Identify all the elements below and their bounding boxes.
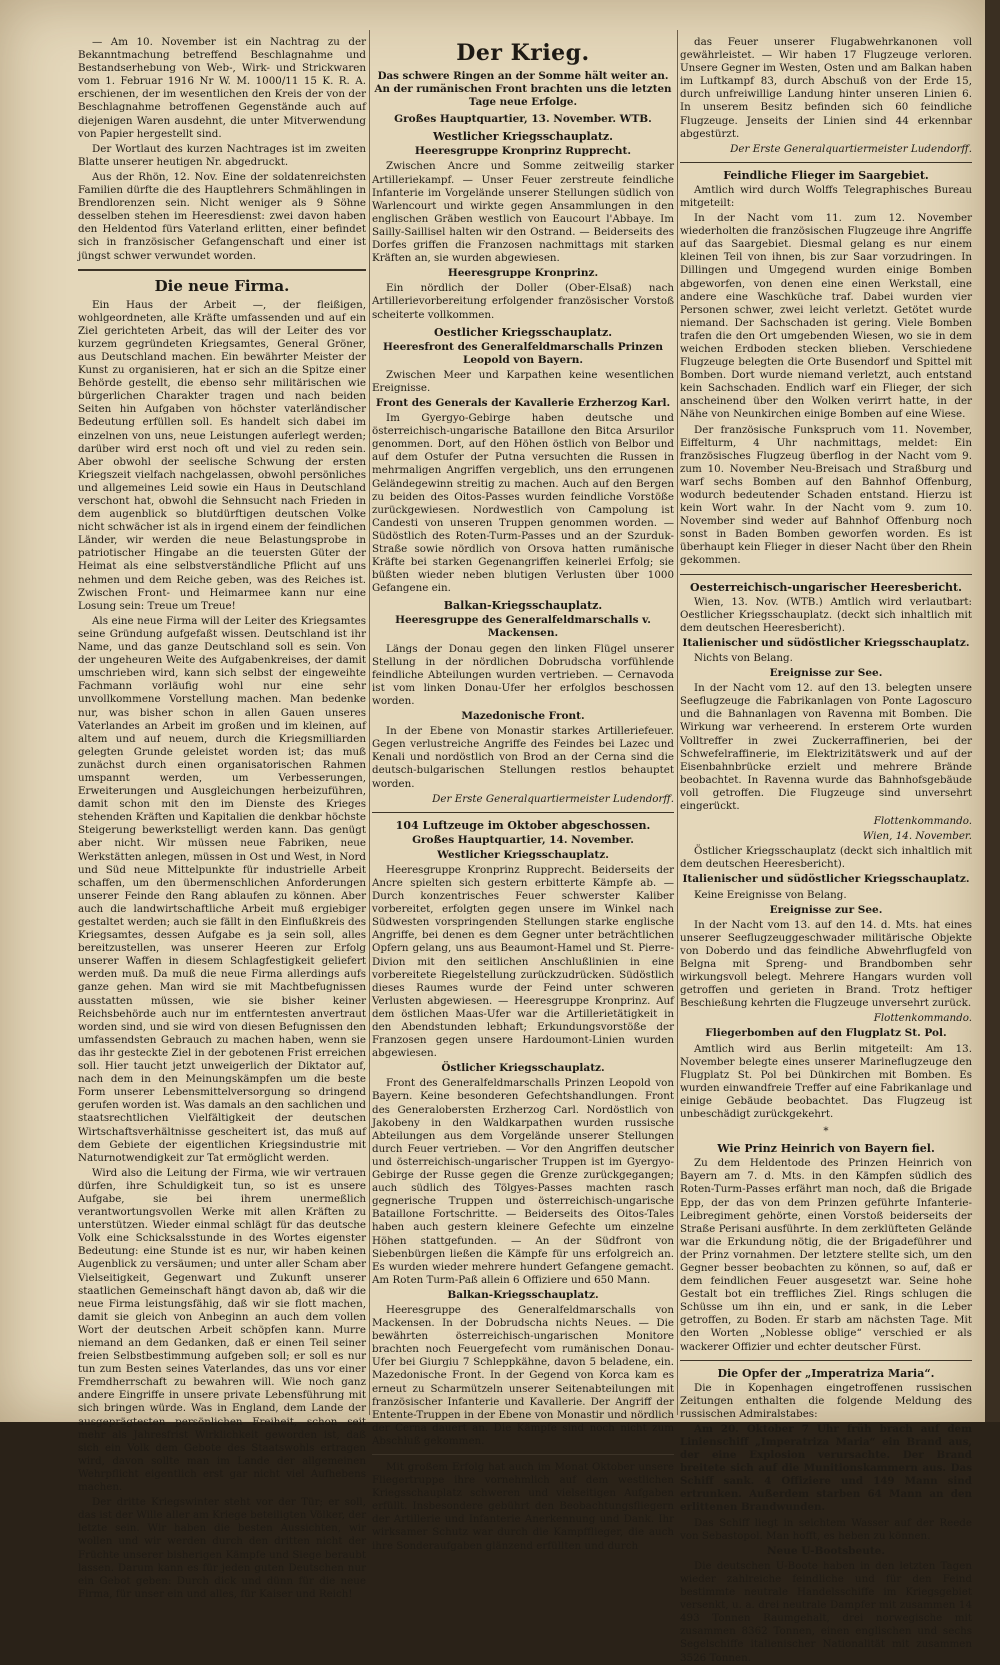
report-paragraph: In der Nacht vom 11. zum 12. November wiederholten die französischen Flugzeuge ihre Angriffe auf das Saargebiet. Diesmal gelang es nur einem kleinen Teil von ihnen, bis zur Saar vorzudringen. In Dillingen und Umgegend wurden einige Bomben abgeworfen, von denen eine einen Werkstall, eine andere eine Waschküche traf. Dabei wurden vier Personen schwer, zwei leicht verletzt. Getötet wurde niemand. Der Sachschaden ist gering. Viele Bomben trafen die den Ort umgebenden Wiesen, wo sie in dem weichen Erdboden stecken blieben. Verschiedene Flugzeuge belegten die Orte Busendorf und Spittel mit Bomben. Dort wurde niemand verletzt, auch entstand kein Sachschaden. Endlich warf ein Flieger, der sich anscheinend über den Wolken verirrt hatte, in der Nähe von Neunkirchen einige Bomben auf eine Wiese. [680, 212, 972, 421]
separator-star: * [823, 1125, 829, 1138]
article-paragraph-3: Wird also die Leitung der Firma, wie wir vertrauen dürfen, ihre Schuldigkeit tun, so ist es unsere Aufgabe, sie bei ihrem unermeßlich verantwortungsvollen Werke mit allen Kräften zu unterstützen. Wieder einmal schlägt für das deutsche Volk eine Schicksalsstunde in des Wortes eigenster Bedeutung: eine Stunde ist es nur, wir haben keinen Augenblick zu versäumen; und unter aller Scham aber Vielseitigkeit, Gegenwart und Zukunft unserer staatlichen Gemeinschaft hängt davon ab, daß wir die neue Firma leistungsfähig, daß wir sie flott machen, damit sie gleich von Anbeginn an auch dem vollen Wort der deutschen Arbeit schöpfen kann. Murre niemand an dem Gedanken, daß er einen Teil seiner freien Selbstbestimmung aufgeben soll; er soll es nur tun zum Besten seines Vaterlandes, das uns vor einer Fremdherrschaft zu bewahren will. Wie noch ganz andere Eingriffe in unsere private Lebensführung mit sich bringen würde. Was in England, dem Lande der ausgeprägtesten persönlichen Freiheit, schon seit mehr als Jahresfrist Wirklichkeit geworden ist, daß sich ein Volk dem Gebote des Staatswohls ertragen wird, davon sollte man im Lande der allgemeinen Wehrpflicht eigentlich erst gar nicht viel Aufhebens machen. [78, 1166, 366, 1494]
report-paragraph: Das Schiff liegt in seichtem Wasser auf der Reede von Sebastopol. Man hofft, es heben zu können. [680, 1516, 972, 1542]
report-paragraph: Front des Generalfeldmarschalls Prinzen Leopold von Bayern. Keine besonderen Gefechtshandlungen. Front des Generalobersten Erzherzog Carl. Nordöstlich von Jakobeny in den Waldkarpathen wurden russische Abteilungen aus dem Vorgelände unserer Stellungen durch Feuer vertrieben. — Vor den Angriffen deutscher und österreichisch-ungarischer Truppen ist im Gyergyo-Gebirge der Russe gegen die Grenze zurückgegangen; auch südlich des Tölgyes-Passes machten rasch gegnerische Truppen und österreichisch-ungarische Bataillone Fortschritte. — Beiderseits des Oitos-Tales haben auch gestern kleinere Gefechte um einzelne Höhen stattgefunden. — An der Südfront von Siebenbürgen ließen die Kämpfe für uns erfolgreich an. Es wurden wieder mehrere hundert Gefangene gemacht. Am Roten Turm-Paß allein 6 Offiziere und 650 Mann. [372, 1077, 674, 1286]
column-rule-right [677, 30, 678, 1415]
report-paragraph: Der französische Funkspruch vom 11. November, Eiffelturm, 4 Uhr nachmittags, meldet: Ein französisches Flugzeug überflog in der Nacht vom 9. zum 10. November Neu-Breisach und Straßburg und warf sechs Bomben auf den Bahnhof Offenburg, wodurch bedeutender Schaden entstand. Hierzu ist kein Wort wahr. In der Nacht vom 9. zum 10. November sind weder auf Bahnhof Offenburg noch sonst in Baden Bomben geworfen worden. Es ist überhaupt kein Flieger in dieser Nacht über den Rhein gekommen. [680, 423, 972, 567]
report-paragraph: Östlicher Kriegsschauplatz (deckt sich inhaltlich mit dem deutschen Heeresbericht). [680, 845, 972, 871]
subheading-kronprinz: Heeresgruppe Kronprinz. [447, 267, 599, 280]
dateline-wien: Wien, 14. November. [862, 830, 972, 843]
report-paragraph: Amtlich wird aus Berlin mitgeteilt: Am 13. November belegte eines unserer Marineflugzeuge den Flugplatz St. Pol bei Dünkirchen mit Bomben. Es wurden einwandfreie Treffer auf eine Fabrikanlage und einige Gebäude beobachtet. Das Flugzeug ist unbeschädigt zurückgekehrt. [680, 1042, 972, 1121]
report-dateline: Großes Hauptquartier, 14. November. [412, 833, 634, 846]
column-3 [680, 36, 972, 1664]
article-paragraph-1: Ein Haus der Arbeit —, der fleißigen, wohlgeordneten, alle Kräfte umfassenden und auf ein Ziel gerichteten Arbeit, das will der Leiter des vor kurzem gegründeten Kriegsamtes, General Gröner, aus Deutschland machen. Ein bewährter Meister der Kunst zu organisieren, hat er sich an die Spitze einer Behörde gestellt, die ebenso sehr militärischen wie bürgerlichen Charakter tragen und nach beiden Seiten hin Aufgaben von höchster vaterländischer Bedeutung erfüllen soll. Es handelt sich dabei im einzelnen von uns, neue Leistungen auferlegt werden; darüber wird erst noch oft und viel zu reden sein. Aber obwohl der seelische Schwung der ersten Kriegszeit vielfach nachgelassen, obwohl persönliches und allgemeines Leid sowie ein Haus in Deutschland verschont hat, obwohl die Sehnsucht nach Frieden in dem augenblick so blutdürftigen deutschen Volke nicht schwächer ist als in irgend einem der feindlichen Länder, wir werden die neue Belastungsprobe in patriotischer Hingabe an die teuersten Güter der Heimat als eine selbstverständliche Pflicht auf uns nehmen und dem Reiche geben, was des Reiches ist. Zwischen Front- und Heimarmee kann nur eine Losung sein: Treue um Treue! [78, 298, 366, 612]
report-paragraph-bold: Am 20. Oktober 7 Uhr früh brach auf dem Linienschiff „Imperatriza Maria“ ein Brand aus, der eine Explosion verursachte. Der Brand breitete sich auf die Munitionskammern aus. Das Schiff sank. 4 Offiziere und 149 Mann sind ertrunken. Außerdem starben 64 Mann an den erlittenen Brandwunden. [680, 1422, 972, 1514]
section-divider [372, 1454, 674, 1455]
report-paragraph: Ein nördlich der Doller (Ober-Elsaß) nach Artillerievorbereitung erfolgender französischer Vorstoß scheiterte vollkommen. [372, 282, 674, 321]
report-paragraph: Wien, 13. Nov. (WTB.) Amtlich wird verlautbart: Oestlicher Kriegsschauplatz. (deckt sich inhaltlich mit dem deutschen Heeresbericht). [680, 595, 972, 634]
column-rule-left [369, 30, 370, 1415]
section-divider [680, 1360, 972, 1361]
report-paragraph: Nichts von Belang. [694, 651, 793, 664]
report-paragraph: Heeresgruppe Kronprinz Rupprecht. Beiderseits der Ancre spielten sich gestern erbitterte Kämpfe ab. — Durch konzentrisches Feuer schwerster Kaliber vorbereitet, erfolgten gegen unsere im Winkel nach Südwesten vorspringenden Stellungen starke englische Angriffe, bei denen es dem Gegner unter beträchtlichen Opfern gelang, uns aus Beaumont-Hamel und St. Pierre-Divion mit den seitlichen Anschlußlinien in eine vorbereitete Riegelstellung zurückzudrücken. Südöstlich dieses Raumes wurde der Feind unter schweren Verlusten abgewiesen. — Heeresgruppe Kronprinz. Auf dem östlichen Maas-Ufer war die Artillerietätigkeit in den Abendstunden lebhaft; Erkundungsvorstöße der Franzosen gegen unsere Hardoumont-Linien wurden abgewiesen. [372, 863, 674, 1060]
article-heading-der-krieg: Der Krieg. [456, 40, 590, 66]
report-paragraph: Heeresgruppe des Generalfeldmarschalls von Mackensen. In der Dobrudscha nichts Neues. — Die bewährten österreichisch-ungarischen Monitore brachten noch Feuergefecht vom rumänischen Donau-Ufer bei Giurgiu 7 Schleppkähne, davon 5 beladene, ein. Mazedonische Front. In der Gegend von Korca kam es erneut zu Scharmützeln unserer Seitenabteilungen mit französischer Infanterie und Kavallerie. Der Angriff der Entente-Truppen in der Ebene von Monastir und nördlich der Cerna dauert an. Die Kämpfe sind noch nicht zum Abschluß gekommen. [372, 1303, 674, 1447]
subheading-balkan-2: Balkan-Kriegsschauplatz. [447, 1288, 599, 1301]
heading-oesterreich-bericht: Oesterreichisch-ungarischer Heeresbericht. [690, 580, 962, 594]
signature-flottenkommando-2: Flottenkommando. [873, 1012, 972, 1025]
report-paragraph: Keine Ereignisse von Belang. [694, 888, 847, 901]
article-lead: Das schwere Ringen an der Somme hält weiter an. An der rumänischen Front brachten uns die letzten Tage neue Erfolge. [374, 70, 672, 109]
subheading-italien: Italienischer und südöstlicher Kriegsschauplatz. [682, 636, 970, 649]
rhoen-paragraph: Aus der Rhön, 12. Nov. Eine der soldatenreichsten Familien dürfte die des Hauptlehrers Schmählingen in Brendlorenzen sein. Nicht weniger als 9 Söhne desselben stehen im Heeresdienst: zwei davon haben den Heldentod fürs Vaterland erlitten, einer befindet sich in französischer Gefangenschaft und einer ist jüngst schwer verwundet worden. [78, 170, 366, 262]
report-paragraph: Die deutschen U-Boote haben in den letzten Tagen wieder zahlreiche feindliche und für den Feind bestimmte neutrale Handelsschiffe im Kriegsgebiet versenkt, u. a. drei neutrale Dampfer mit zusammen 14 493 Tonnen Raumgehalt, drei norwegische mit zusammen 8362 Tonnen, einen englischen und sechs Segelschiffe italienischer Nationalität mit zusammen 3526 Tonnen. [680, 1559, 972, 1664]
column-2 [372, 36, 674, 1552]
subheading-leopold: Heeresfront des Generalfeldmarschalls Prinzen Leopold von Bayern. [382, 340, 664, 366]
report-dateline: Großes Hauptquartier, 13. November. WTB. [394, 113, 652, 126]
subheading-italien-2: Italienischer und südöstlicher Kriegsschauplatz. [682, 873, 970, 886]
signature-ludendorff: Der Erste Generalquartiermeister Ludendorff. [432, 792, 674, 805]
report-paragraph: In der Nacht vom 12. auf den 13. belegten unsere Seeflugzeuge die Fabrikanlagen von Ponte Lagoscuro und die Bahnanlagen von Ravenna mit Bomben. Die Wirkung war verheerend. In ersterem Orte wurden Volltreffer in zwei Zuckerraffinerien, bei der Schwefelraffinerie, im Elektrizitätswerk und auf der Eisenbahnbrücke erzielt und mehrere Brände beobachtet. In Ravenna wurde das Bahnhofsgebäude voll getroffen. Die Flugzeuge sind unversehrt eingerückt. [680, 682, 972, 812]
subheading-west-2: Westlicher Kriegsschauplatz. [437, 848, 609, 861]
report-paragraph: Mit großem Erfolg hat auch im Monat Oktober unsere Fliegertruppe ihre vornehmlich auf dem westlichen Kriegsschauplatz schweren und vielseitigen Aufgaben erfüllt. Insbesondere gebührt den Beobachtungsfliegern der Artillerie und Infanterie Anerkennung und Dank. Ihr wirksamer Schutz war durch die Kampfflieger, die auch ihre Sonderaufgaben glänzend erfüllten und durch [372, 1461, 674, 1552]
notice-paragraph: — Am 10. November ist ein Nachtrag zu der Bekanntmachung betreffend Beschlagnahme und Bestandserhebung von Web-, Wirk- und Strickwaren vom 1. Februar 1916 Nr W. M. 1000/11 15 K. R. A. erschienen, der im wesentlichen den Kreis der von der Beschlagnahme betroffenen Gegenstände auch auf diejenigen Waren ausdehnt, die unter Mitverwendung von Papier hergestellt sind. [78, 36, 366, 140]
section-divider [78, 269, 366, 271]
signature-flottenkommando: Flottenkommando. [873, 815, 972, 828]
heading-saargebiet: Feindliche Flieger im Saargebiet. [723, 168, 929, 182]
heading-prinz-heinrich: Wie Prinz Heinrich von Bayern fiel. [717, 1142, 935, 1156]
subheading-st-pol: Fliegerbomben auf den Flugplatz St. Pol. [705, 1027, 947, 1040]
article-heading-neue-firma: Die neue Firma. [154, 276, 290, 295]
section-divider [680, 574, 972, 575]
notice-paragraph-2: Der Wortlaut des kurzen Nachtrages ist im zweiten Blatte unserer heutigen Nr. abgedruckt. [78, 142, 366, 168]
subheading-rupprecht: Heeresgruppe Kronprinz Rupprecht. [414, 145, 632, 158]
headline-104-luftzeuge: 104 Luftzeuge im Oktober abgeschossen. [395, 818, 651, 832]
column-1 [78, 36, 366, 1600]
subheading-mackensen: Heeresgruppe des Generalfeldmarschalls v. Mackensen. [395, 614, 651, 640]
subheading-east-2: Östlicher Kriegsschauplatz. [441, 1062, 605, 1075]
article-paragraph-2: Als eine neue Firma will der Leiter des Kriegsamtes seine Gründung aufgefaßt wissen. Deutschland ist ihr Name, und das ganze Deutschland soll es sein. Von der ungeheuren Weite des Aufgabenkreises, der damit umschrieben wird, kann sich selbst der eingeweihte Fachmann vorläufig wohl nur eine sehr unvollkommene Vorstellung machen. Man bedenke nur, was bisher schon in allen Gauen unseres Vaterlandes an Arbeit im großen und im kleinen, auf altem und auf neuem, durch die Kriegsmilliarden gelegten Grunde geleistet worden ist; das muß zunächst durch einen organisatorischen Rahmen umspannt werden, um Verbesserungen, Erweiterungen und Ausgleichungen herbeizuführen, damit schon mit den im Dienste des Krieges stehenden Kräften und Kapitalien die denkbar höchste Steigerung bewerkstelligt werden kann. Das genügt aber nicht. Wir müssen neue Fabriken, neue Werkstätten anlegen, müssen in Ost und West, in Nord und Süd neue Mittelpunkte für industrielle Arbeit schaffen, um den übermenschlichen Anforderungen unserer Feinde den Rang ablaufen zu können. Aber auch die landwirtschaftliche Arbeit muß ergiebiger gestaltet werden; auch sie fällt in den Einflußkreis des Kriegsamtes, dessen Aufgabe es ja sein soll, alles bereitzustellen, was unserer Heeren zur Erfolg unserer Waffen in diesem Schlagfestigkeit geliefert werden muß. Da muß die neue Firma allerdings aufs ganze gehen. Man wird sie mit Machtbefugnissen ausstatten müssen, wie sie bisher keiner Reichsbehörde auch nur im entferntesten anvertraut worden sind, und sie wird von diesen Befugnissen den umfassendsten Gebrauch zu machen haben, wenn sie das ihr gesteckte Ziel in der gebotenen Frist erreichen soll. Hier taucht jetzt unweigerlich der Diktator auf, nach dem in den Meinungskämpfen um die beste Form unserer Lebensmittelversorgung so dringend gerufen worden ist. Was damals an den sachlichen und staatsrechtlichen Vielfältigkeit der deutschen Wirtschaftsverhältnisse gescheitert ist, das muß auf dem Gebiete der eigentlichen Kriegsindustrie mit Naturnotwendigkeit zur Tat ermöglicht werden. [78, 614, 366, 1164]
subheading-see-2: Ereignisse zur See. [769, 903, 883, 916]
report-paragraph: Längs der Donau gegen den linken Flügel unserer Stellung in der nördlichen Dobrudscha vorfühlende feindliche Abteilungen wurden vertrieben. — Cernavoda ist vom linken Donau-Ufer her erfolglos beschossen worden. [372, 642, 674, 707]
report-paragraph: Zwischen Ancre und Somme zeitweilig starker Artilleriekampf. — Unser Feuer zerstreute feindliche Infanterie im Vorgelände unserer Stellungen südlich von Warlencourt und wirkte gegen Ansammlungen in den englischen Gräben westlich von Eaucourt l'Abbaye. Im Sailly-Saillisel halten wir den Ostrand. — Beiderseits des Dorfes griffen die Franzosen nachmittags mit starken Kräften an, sie wurden abgewiesen. [372, 160, 674, 265]
subheading-balkan: Balkan-Kriegsschauplatz. [443, 599, 603, 613]
subheading-u-boot: Neue U-Bootsbeute. [766, 1544, 886, 1557]
subheading-east: Oestlicher Kriegsschauplatz. [433, 325, 613, 339]
subheading-mazedonien: Mazedonische Front. [461, 710, 585, 723]
signature-ludendorff: Der Erste Generalquartiermeister Ludendorff. [730, 142, 972, 155]
section-divider [680, 162, 972, 163]
report-paragraph: Die in Kopenhagen eingetroffenen russischen Zeitungen enthalten die folgende Meldung des russischen Admiralstabes: [680, 1381, 972, 1420]
report-paragraph: Zwischen Meer und Karpathen keine wesentlichen Ereignisse. [372, 368, 674, 394]
subheading-see: Ereignisse zur See. [769, 667, 883, 680]
report-paragraph: das Feuer unserer Flugabwehrkanonen voll gewährleistet. — Wir haben 17 Flugzeuge verloren. Unsere Gegner im Westen, Osten und am Balkan haben im Luftkampf 83, durch Abschuß von der Erde 15, durch unfreiwillige Landung hinter unseren Linien 6. In unserem Besitz befinden sich 60 feindliche Flugzeuge. Jenseits der Linien sind 44 erkennbar abgestürzt. [680, 36, 972, 140]
section-divider [372, 812, 674, 813]
report-paragraph: In der Nacht vom 13. auf den 14. d. Mts. hat eines unserer Seeflugzeuggeschwader militärische Objekte von Doberdo und das feindliche Abwehrflugfeld von Belgna mit Spreng- und Brandbomben sehr wirkungsvoll belegt. Mehrere Hangars wurden voll getroffen und gerieten in Brand. Trotz heftiger Beschießung kehrten die Flugzeuge unversehrt zurück. [680, 918, 972, 1010]
report-paragraph: Im Gyergyo-Gebirge haben deutsche und österreichisch-ungarische Bataillone den Bitca Arsurilor genommen. Dort, auf den Höhen östlich von Belbor und auf dem Ostufer der Putna versuchten die Russen in mehrmaligen Angriffen vergeblich, uns den errungenen Geländegewinn streitig zu machen. Auch auf den Bergen zu beiden des Oitos-Passes wurden feindliche Vorstöße zurückgewiesen. Nordwestlich von Campolung ist Candesti von unseren Truppen genommen worden. — Südöstlich des Roten-Turm-Passes und an der Szurduk-Straße sowie nördlich von Orsova hatten rumänische Kräfte bei starken Gegenangriffen keinerlei Erfolg; sie büßten wieder neben blutigen Verlusten über 1000 Gefangene ein. [372, 412, 674, 595]
subheading-karl: Front des Generals der Kavallerie Erzherzog Karl. [375, 396, 671, 409]
article-paragraph-4: Der dritte Kriegswinter steht vor der Tür; er soll, das ist der Wille aller am Kriege beteiligten Völker, der letzte sein. Wir haben die besten Aussichten, wir wollen und wir werden durch den dritten nicht der Früchte unserer bisherigen Kämpfe und Siege beraubt lassen. Darum kann es für jeden guten Deutschen nur ein Gebot geben: Durch dick und dünn für die neue Firma, für unser ein und alles, für Kaiser und Reich! [78, 1496, 366, 1600]
report-paragraph: Zu dem Heldentode des Prinzen Heinrich von Bayern am 7. d. Mts. in den Kämpfen südlich des Roten-Turm-Passes erfährt man noch, daß die Brigade Epp, der das von dem Prinzen geführte Infanterie-Leibregiment gehörte, einen Vorstoß beiderseits der Straße Perisani ausführte. In dem zerklüfteten Gelände war die Erkundung nötig, die der Brigadeführer und der Prinz vornahmen. Der letztere stellte sich, um den Gegner besser beobachten zu können, so auf, daß er dem feindlichen Feuer ausgesetzt war. Seine hohe Gestalt bot ein treffliches Ziel. Rings schlugen die Schüsse um ihn ein, und er sank, in die Leber getroffen, zu Boden. Er starb am nächsten Tage. Mit den Worten „Noblesse oblige“ verschied er als wackerer Offizier und echter deutscher Fürst. [680, 1157, 972, 1353]
heading-imperatriza-maria: Die Opfer der „Imperatriza Maria“. [717, 1366, 935, 1380]
report-paragraph: Amtlich wird durch Wolffs Telegraphisches Bureau mitgeteilt: [680, 183, 972, 209]
subheading-west: Westlicher Kriegsschauplatz. [433, 130, 613, 144]
report-paragraph: In der Ebene von Monastir starkes Artilleriefeuer. Gegen verlustreiche Angriffe des Feindes bei Lazec und Kenali und nordöstlich von Brod an der Cerna sind die deutsch-bulgarischen Stellungen restlos behauptet worden. [372, 725, 674, 790]
page-edge [985, 0, 1000, 1422]
